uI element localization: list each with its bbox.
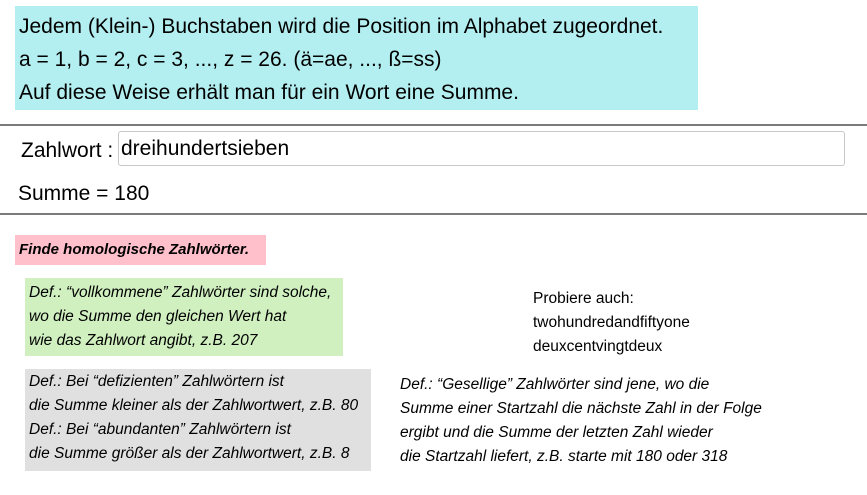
intro-line-2: a = 1, b = 2, c = 3, ..., z = 26. (ä=ae, ..., ß=ss) — [19, 48, 442, 71]
zahlwort-input[interactable] — [118, 131, 845, 166]
sociable-line-2: Summe einer Startzahl die nächste Zahl in der Folge — [400, 400, 762, 417]
divider-bottom — [0, 213, 867, 215]
task-textbox: Finde homologische Zahlwörter. — [15, 235, 266, 265]
intro-line-1: Jedem (Klein-) Buchstaben wird die Position im Alphabet zugeordnet. — [19, 15, 664, 38]
perfect-definition-textbox — [25, 278, 343, 356]
deficient-line-1: Def.: Bei “defizienten” Zahlwörtern ist — [29, 373, 284, 390]
try-line-2: twohundredandfiftyone — [533, 314, 690, 331]
perfect-line-1: Def.: “vollkommene” Zahlwörter sind solche, — [29, 284, 332, 301]
summe-result: Summe = 180 — [18, 182, 150, 205]
try-also-text — [533, 287, 690, 359]
zahlwort-label: Zahlwort : — [21, 139, 114, 162]
intro-line-3: Auf diese Weise erhält man für ein Wort eine Summe. — [19, 81, 519, 104]
deficient-abundant-textbox — [25, 369, 371, 471]
perfect-line-3: wie das Zahlwort angibt, z.B. 207 — [29, 332, 258, 349]
abundant-line-1: Def.: Bei “abundanten” Zahlwörtern ist — [29, 421, 291, 438]
sociable-definition-text — [400, 373, 762, 469]
divider-top — [0, 124, 867, 126]
try-line-1: Probiere auch: — [533, 290, 634, 307]
sociable-line-1: Def.: “Gesellige” Zahlwörter sind jene, wo die — [400, 376, 710, 393]
try-line-3: deuxcentvingtdeux — [533, 338, 663, 355]
perfect-line-2: wo die Summe den gleichen Wert hat — [29, 308, 287, 325]
deficient-line-2: die Summe kleiner als der Zahlwortwert, z.B. 80 — [29, 397, 359, 414]
sociable-line-3: ergibt und die Summe der letzten Zahl wieder — [400, 424, 713, 441]
sociable-line-4: die Startzahl liefert, z.B. starte mit 180 oder 318 — [400, 448, 728, 465]
intro-textbox — [15, 6, 698, 110]
abundant-line-2: die Summe größer als der Zahlwortwert, z.B. 8 — [29, 445, 350, 462]
